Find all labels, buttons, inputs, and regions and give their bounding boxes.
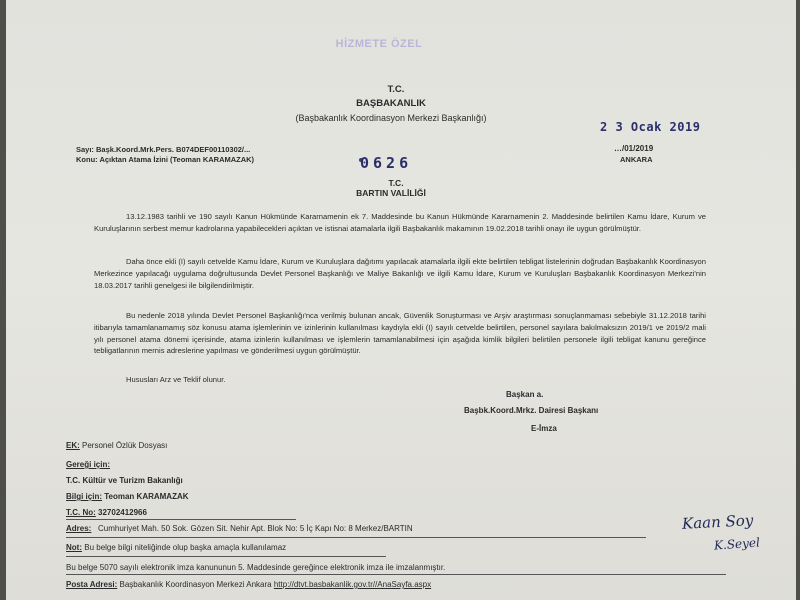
handwritten-note-2: K.Seyel bbox=[713, 535, 761, 553]
info-line bbox=[66, 492, 189, 501]
header-country: T.C. bbox=[387, 84, 405, 95]
body-paragraph-1: 13.12.1983 tarihli ve 190 sayılı Kanun Hükmünde Kararnamenin ek 7. Maddesinde bu Kanun Hükmünde Kararnamenin 2. Maddesinde belirtilen Kamu İdare, Kurum ve Kuruluşlarının serbest memur kadrolarına yapabilecekleri açıktan ve istisnai atamalarla ilgili Başbakanlık makamının 19.02.2018 tarihli onayı ile uygun görülmüştür. bbox=[94, 212, 706, 233]
note-line bbox=[66, 543, 286, 552]
divider bbox=[66, 556, 386, 557]
body-paragraph-2: Daha önce ekli (I) sayılı cetvelde Kamu İdare, Kurum ve Kuruluşlara dağıtımı yapılacak atamalarla ilgili ekte belirtilen tebligat listelerinin doğrudan Başbakanlık Koordinasyon Merkezince yapılacağı uygulama doğrultusunda Devlet Personel Başkanlığı ve Maliye Bakanlığı ve ilgili Kamu İdare, Kurum ve Kuruluşları Başbakanlık Koordinasyon Merkezi'nin 18.03.2017 tarihli genelgesi ile bilgilendirilmiştir. bbox=[94, 257, 706, 290]
action-label-line bbox=[66, 460, 110, 469]
body-paragraph-3: Bu nedenle 2018 yılında Devlet Personel Başkanlığı'nca verilmiş bulunan ancak, Güvenlik Soruşturması ve Arşiv araştırması sonuçlanmaması sebebiyle 31.12.2018 tarihi itibarıyla tamamlanamamış söz konusu atama işlemlerinin ve izinlerinin kullanılması kaydıyla ekli (I) sayılı cetvelde belirtilen, personel sayılara bakılmaksızın 2019/1 ve 2019/2 mali yılı personel atama dönemi içerisinde, atama izinlerin kullanılması ve işlemlerin tamamlanabilmesi için aşağıda kimlik bilgileri belirtilen personele ilgili tebligat kanunu gereğince tebligatlarının mernis adreslerine yapılması ve gönderilmesi uygun görülmüştür. bbox=[94, 311, 706, 356]
classification-stamp: HİZMETE ÖZEL bbox=[335, 38, 423, 50]
note-value: Bu belge bilgi niteliğinde olup başka amaçla kullanılamaz bbox=[84, 543, 287, 552]
signature-title-1: Başkan a. bbox=[506, 390, 544, 399]
address-label: Adres: bbox=[66, 524, 92, 533]
date-stamp: 2 3 Ocak 2019 bbox=[600, 120, 701, 134]
attachment-label: EK: bbox=[66, 441, 80, 450]
reference-number: Sayı: Başk.Koord.Mrk.Pers. B074DEF00110302/... bbox=[76, 145, 251, 154]
divider bbox=[66, 519, 296, 520]
recipient-country: T.C. bbox=[388, 178, 404, 188]
id-number-value: 32702412966 bbox=[98, 508, 147, 517]
address-line bbox=[66, 524, 413, 533]
header-sub-organization: (Başbakanlık Koordinasyon Merkezi Başkanlığı) bbox=[295, 113, 487, 123]
postal-label: Posta Adresi: bbox=[66, 580, 118, 589]
attachment-line bbox=[66, 441, 167, 450]
header-organization: BAŞBAKANLIK bbox=[356, 98, 426, 109]
postal-link[interactable]: http://dtvt.basbakanlik.gov.tr//AnaSayfa.aspx bbox=[273, 580, 432, 589]
divider bbox=[66, 537, 646, 538]
divider bbox=[66, 574, 726, 575]
closing-line: Hususları Arz ve Teklif olunur. bbox=[126, 375, 226, 384]
id-number-label: T.C. No: bbox=[66, 508, 96, 517]
reference-date: …/01/2019 bbox=[614, 144, 654, 153]
info-value: Teoman KARAMAZAK bbox=[104, 492, 189, 501]
action-label: Gereği için: bbox=[66, 460, 111, 469]
postal-value: Başbakanlık Koordinasyon Merkezi Ankara bbox=[119, 580, 272, 589]
postal-line bbox=[66, 580, 431, 589]
reference-city: ANKARA bbox=[620, 155, 653, 164]
document-number-stamp: 0626 bbox=[360, 154, 413, 172]
info-label: Bilgi için: bbox=[66, 492, 102, 501]
handwritten-note-1: Kaan Soy bbox=[681, 511, 754, 533]
recipient-name: BARTIN VALİLİĞİ bbox=[356, 188, 426, 198]
action-recipient: T.C. Kültür ve Turizm Bakanlığı bbox=[66, 476, 183, 485]
attachment-value: Personel Özlük Dosyası bbox=[82, 441, 168, 450]
note-label: Not: bbox=[66, 543, 82, 552]
id-number-line bbox=[66, 508, 147, 517]
signature-e-imza: E-İmza bbox=[531, 424, 557, 433]
e-signature-note: Bu belge 5070 sayılı elektronik imza kanununun 5. Maddesinde gereğince elektronik imza ile imzalanmıştır. bbox=[66, 563, 446, 572]
address-value: Cumhuriyet Mah. 50 Sok. Gözen Sit. Nehir Apt. Blok No: 5 İç Kapı No: 8 Merkez/BARTIN bbox=[98, 524, 413, 533]
subject-line: Konu: Açıktan Atama İzini (Teoman KARAMAZAK) bbox=[76, 155, 255, 164]
document-page bbox=[6, 0, 796, 600]
signature-title-2: Başbk.Koord.Mrkz. Dairesi Başkanı bbox=[464, 406, 599, 415]
